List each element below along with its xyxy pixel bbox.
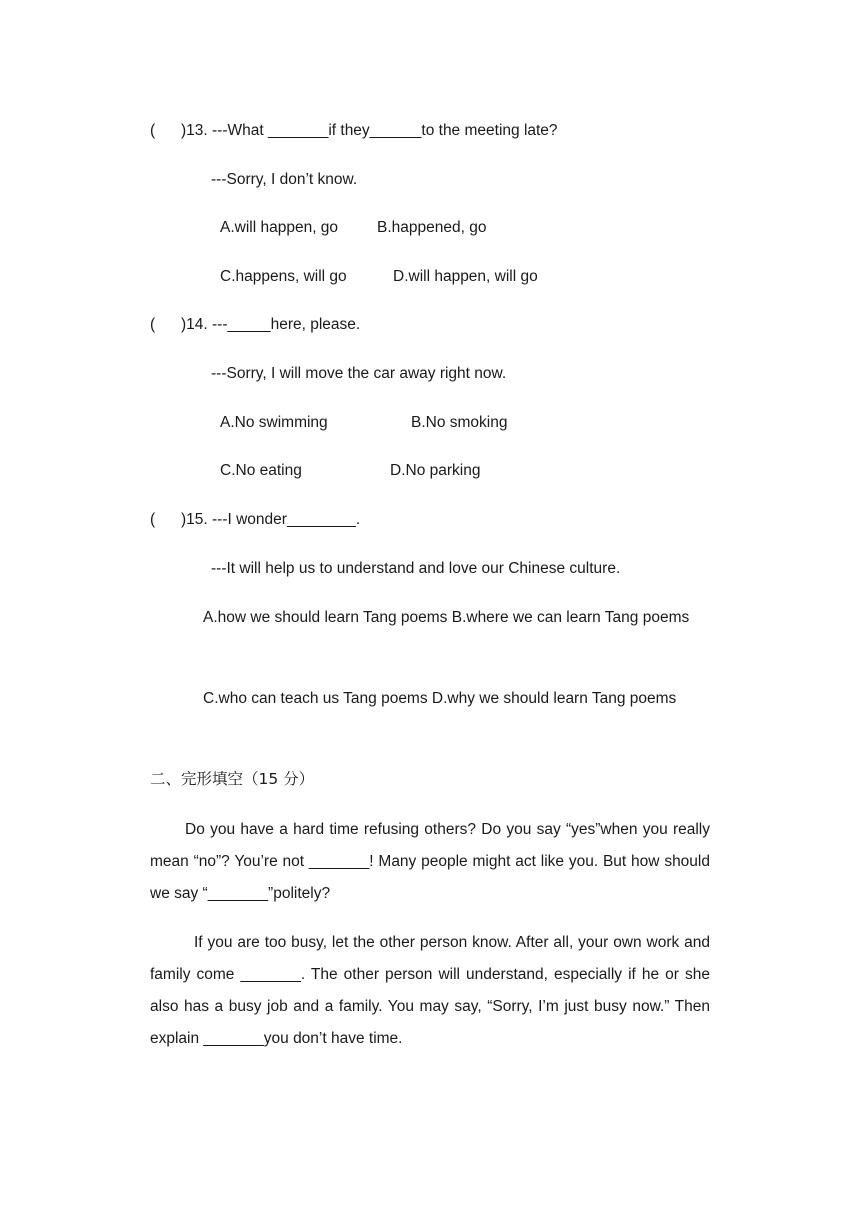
question-13-stem: ( )13. ---What _______if they______to the meeting late? xyxy=(150,122,558,139)
question-13-option-b: B.happened, go xyxy=(377,219,487,236)
question-14-reply: ---Sorry, I will move the car away right now. xyxy=(211,365,507,382)
cloze-paragraph-1: Do you have a hard time refusing others? Do you say “yes”when you really mean “no”? You’re not _______! Many people might act like you. But how should we say “_______”politely? xyxy=(150,821,710,902)
question-15-options-ab: A.how we should learn Tang poems B.where we can learn Tang poems xyxy=(203,609,690,626)
question-15-stem: ( )15. ---I wonder________. xyxy=(150,511,361,528)
question-14-stem: ( )14. ---_____here, please. xyxy=(150,316,361,333)
cloze-paragraph-2: If you are too busy, let the other person know. After all, your own work and family come _______. The other person will understand, especially if he or she also has a busy job and a family. You may say, “Sorry, I’m just busy now.” Then explain _______you don’t have time. xyxy=(150,934,710,1047)
question-14-option-b: B.No smoking xyxy=(411,414,508,431)
question-14-option-d: D.No parking xyxy=(390,462,481,479)
question-13-option-c: C.happens, will go xyxy=(220,268,347,285)
question-13-reply: ---Sorry, I don’t know. xyxy=(211,171,358,188)
question-14-option-c: C.No eating xyxy=(220,462,302,479)
question-14-option-a: A.No swimming xyxy=(220,414,328,431)
question-13-option-a: A.will happen, go xyxy=(220,219,339,236)
question-15-reply: ---It will help us to understand and love our Chinese culture. xyxy=(211,560,621,577)
question-13-option-d: D.will happen, will go xyxy=(393,268,538,285)
section-heading: 二、完形填空（15 分） xyxy=(150,770,315,788)
question-15-options-cd: C.who can teach us Tang poems D.why we should learn Tang poems xyxy=(203,690,677,707)
